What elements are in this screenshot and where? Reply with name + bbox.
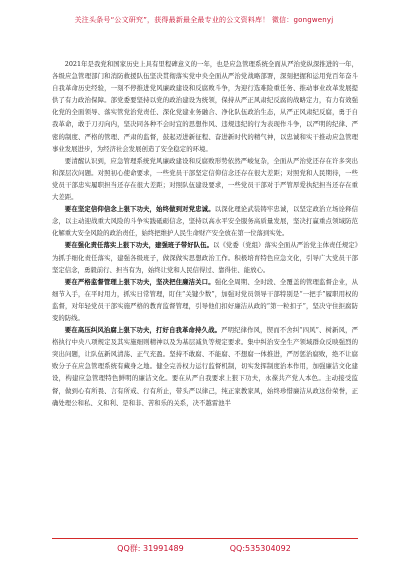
top-banner: 关注头条号“公文研究”，获得最新最全最专业的公文资料库！ 微信：gongwenyj: [74, 16, 334, 24]
paragraph-6: [52, 324, 358, 409]
paragraph-lead: 要在强化责任落实上狠下功夫，建强班子带好队伍。: [64, 241, 214, 250]
paragraph-lead: 要在坚定信仰信念上狠下功夫，始终做到对党忠诚。: [64, 205, 215, 214]
paragraph-text: 2021年是我党和国家历史上具有里程碑意义的一年，也是应急管理系统全面从严治党纵深推进的一年，各级应急管理部门和消防救援队伍坚决贯彻落实党中央全面从严治党战略部署，深刻把握和运用党百年奋斗自我革命历史经验，一刻不停推进党风廉政建设和反腐败斗争，为迎行选难险重任务、推动事业改革发展提供了有力政治保障。部党委要坚持以党的政治建设为统领，保持从严正风肃纪反腐的战略定力，有力有效强化党的全面领导、落实管党治党责任、深化党建业务融合、净化队伍政治生态，从严正风肃纪反腐，勇于自我革命，敢于刀刃向内，坚决同各种不会时宜的思想作风、违规违纪的行为表现作斗争，以严明的纪律、严密的制度、严格的管理、严肃的监督，鼓起迈进新征程、奋进新时代的精气神，以忠诚和实干推动应急管理事业发展进步，为经济社会发展创造了安全稳定的环境。: [52, 60, 358, 153]
paragraph-text: 以深化理论武装铸牢忠诚，以坚定政治立场诠释信念，以主动迎战重大风险的斗争实践砥砺信念，坚持以高水平安全服务高质量发展，坚决打赢重点领域防范化解重大安全风险的政治责任，始终把维护人民生命财产安全放在第一位落到实处。: [52, 205, 359, 238]
paragraph-1: [52, 58, 358, 155]
paragraph-4: [52, 239, 358, 275]
paragraph-text: 强化全周期、全时段、全覆盖的管理监督企业，从细节入手，在平时用力，抓实日常管理，盯住“关键少数”，加强对党员领导干部特别是“一把手”履职用权的监督，对年轻党员干部实施严格的教育监督管理，引导他们扣好廉洁从政的“第一粒扣子”，坚决守住拒腐防变的防线。: [52, 277, 359, 322]
paragraph-lead: 要在高压纠风治腐上狠下功夫，打好自我革命持久战。: [64, 326, 222, 335]
paragraph-text: 严明纪律作风，锲而不舍纠“四风”、树新风，严格执行中央八项规定及其实施细则精神以及为基层减负等规定要求。集中纠治安全生产领域群众反映强烈的突出问题，让队伍新风清荡、正气充盈。坚持不敢腐、不能腐、不想腐一体推进，严厉惩治腐败，绝不让腐败分子在应急管理系统有藏身之地。健全完善权力运行监督机制，切实发挥制度治本作用，加强廉洁文化建设，构建应急管理特色鲜明的廉洁文化。要在从严自我要求上狠下功夫，永葆共产党人本色。主动接受监督，做到心有所畏、言有所戒、行有所止，带头严以律己，纯正家教家风，始终珍惜廉洁从政这份荣誉，正确处理公和私、义和利、是和非、苦和乐的关系，决不越雷池半: [52, 326, 358, 407]
footer-divider: [52, 538, 358, 539]
article-body: [52, 58, 358, 409]
paragraph-3: [52, 203, 358, 239]
paragraph-text: 以《党委（党组）落实全面从严治党主体责任规定》为抓手细化责任落实，建强各级班子，做深做实思想政治工作。积极培育特色应急文化，引导广大党员干部坚定信念，勇毅前行、担当有为，始终让党和人民信得过、靠得住、能放心。: [52, 241, 358, 274]
footer: [0, 543, 408, 554]
paragraph-5: [52, 276, 358, 324]
paragraph-text: 要清醒认识到，应急管理系统党风廉政建设和反腐败形势依然严峻复杂，全面从严治党还存在许多突出和深层次问题。对照初心使命要求，一些党员干部坚定信仰信念还存在很大差距；对照党和人民期待，一些党员干部忠实履职担当还存在很大差距；对照队伍建设要求，一些党员干部对于严管厚爱执纪担当还存在重大差距。: [52, 156, 358, 202]
paragraph-2: [52, 155, 358, 203]
paragraph-lead: 要在严格监督管理上狠下功夫，坚决把住廉洁关口。: [64, 277, 215, 286]
footer-qq-group: QQ群: 31991489: [117, 544, 184, 553]
footer-qq: QQ:535304092: [229, 544, 291, 553]
